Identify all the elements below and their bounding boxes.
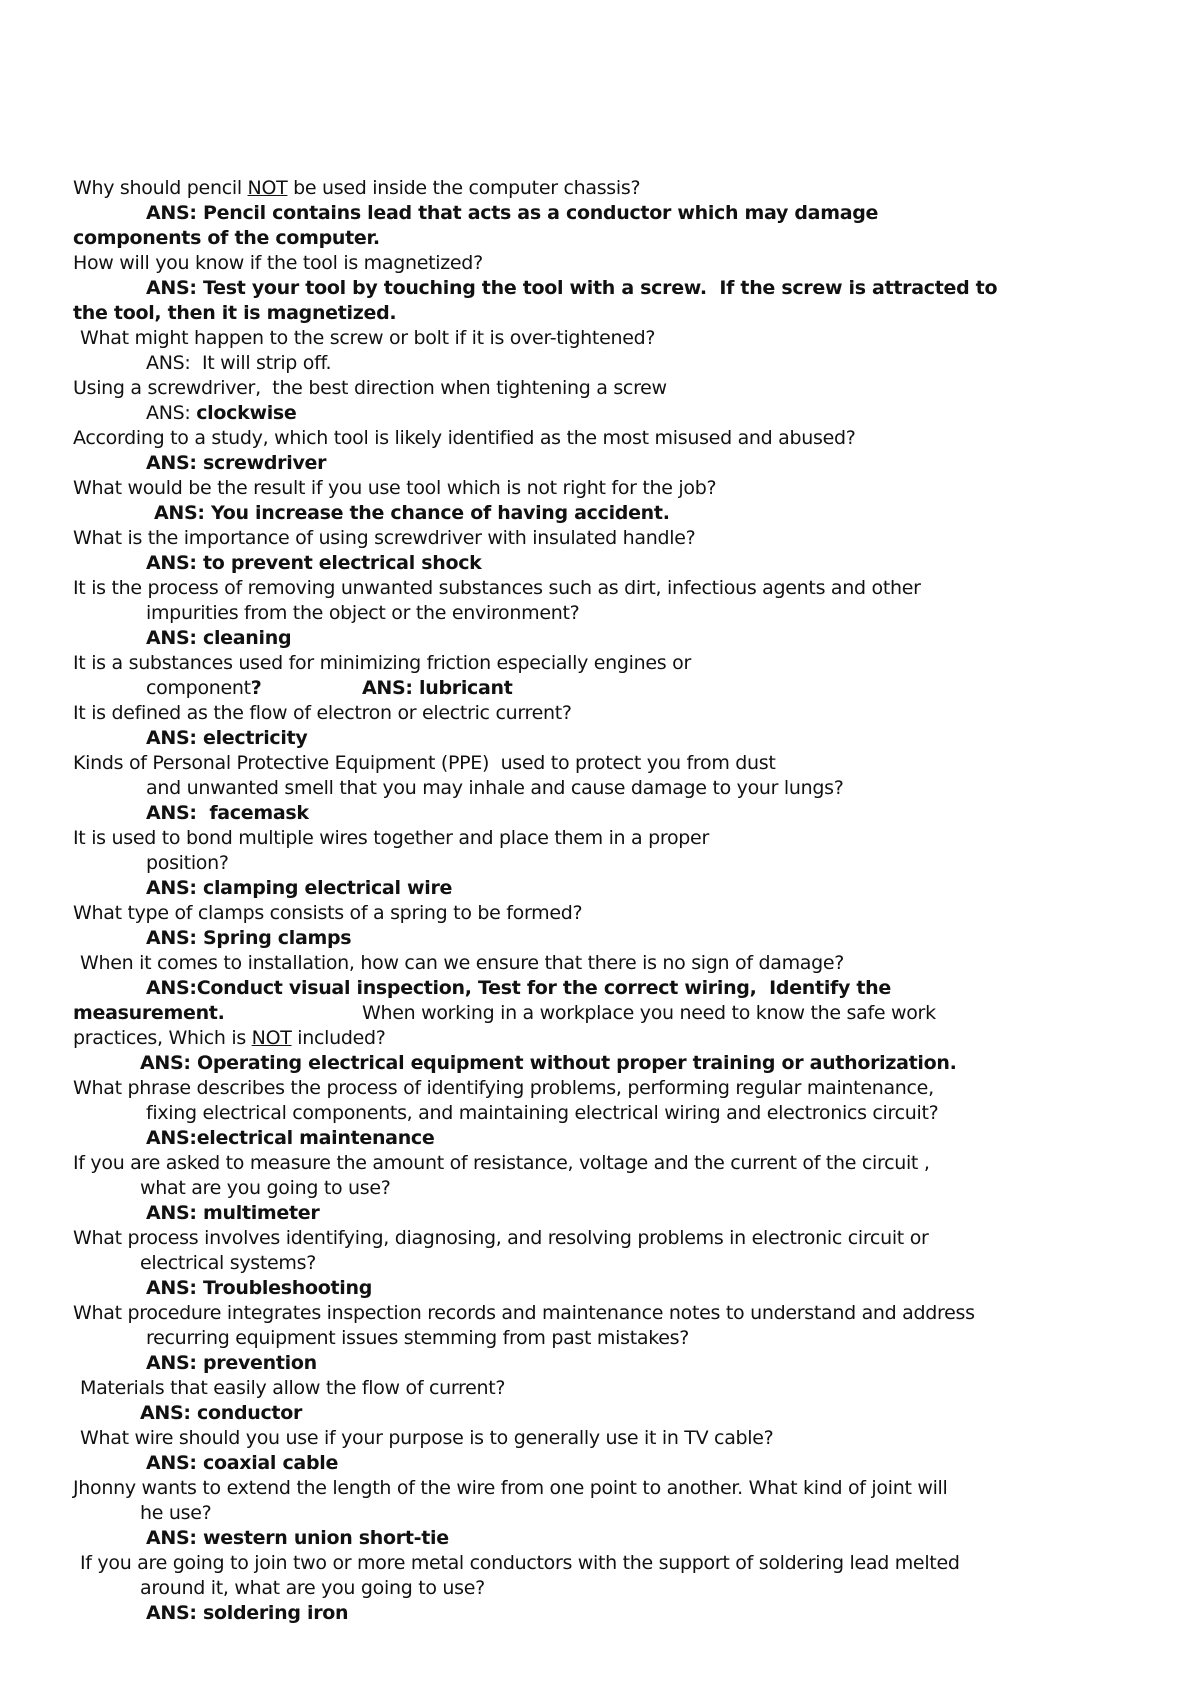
answer-line: ANS: You increase the chance of having accident. xyxy=(154,502,670,524)
answer-line: ANS: to prevent electrical shock xyxy=(146,552,482,574)
question-line: If you are asked to measure the amount of resistance, voltage and the current of the circuit , xyxy=(73,1152,930,1174)
answer-line: ANS:electrical maintenance xyxy=(146,1127,435,1149)
question-line: Jhonny wants to extend the length of the wire from one point to another. What kind of joint will xyxy=(73,1477,948,1499)
answer-line: ANS: electricity xyxy=(146,727,308,749)
question-line: It is used to bond multiple wires together and place them in a proper xyxy=(73,827,709,849)
answer-line: components of the computer. xyxy=(73,227,380,249)
answer-line: ANS: Test your tool by touching the tool with a screw. If the screw is attracted to xyxy=(146,277,998,299)
question-line: When it comes to installation, how can we ensure that there is no sign of damage? xyxy=(80,952,845,974)
answer-line: ANS: multimeter xyxy=(146,1202,320,1224)
question-line: What wire should you use if your purpose is to generally use it in TV cable? xyxy=(80,1427,774,1449)
question-line: What procedure integrates inspection records and maintenance notes to understand and address xyxy=(73,1302,975,1324)
question-line: When working in a workplace you need to know the safe work xyxy=(362,1002,936,1024)
question-line: electrical systems? xyxy=(140,1252,317,1274)
question-line: what are you going to use? xyxy=(140,1177,391,1199)
answer-line: ANS: soldering iron xyxy=(146,1602,349,1624)
question-line: If you are going to join two or more metal conductors with the support of soldering lead melted xyxy=(80,1552,960,1574)
question-line: fixing electrical components, and maintaining electrical wiring and electronics circuit? xyxy=(146,1102,939,1124)
answer-line: ANS: coaxial cable xyxy=(146,1452,339,1474)
question-line: recurring equipment issues stemming from past mistakes? xyxy=(146,1327,689,1349)
emphasis-not: NOT xyxy=(247,177,288,199)
answer-line: ANS: Pencil contains lead that acts as a conductor which may damage xyxy=(146,202,879,224)
answer-line: ANS: Spring clamps xyxy=(146,927,352,949)
question-line: position? xyxy=(146,852,229,874)
answer-line: ANS: western union short-tie xyxy=(146,1527,449,1549)
answer-line: ANS: Operating electrical equipment without proper training or authorization. xyxy=(140,1052,957,1074)
answer-line: ANS: cleaning xyxy=(146,627,292,649)
answer-line: ANS: clockwise xyxy=(146,402,297,424)
question-line: What would be the result if you use tool which is not right for the job? xyxy=(73,477,717,499)
question-line: and unwanted smell that you may inhale and cause damage to your lungs? xyxy=(146,777,844,799)
answer-line: ANS: lubricant xyxy=(362,677,513,699)
question-line: Kinds of Personal Protective Equipment (PPE) used to protect you from dust xyxy=(73,752,776,774)
question-line: It is defined as the flow of electron or electric current? xyxy=(73,702,572,724)
answer-line: ANS: It will strip off. xyxy=(146,352,332,374)
answer-line: ANS: facemask xyxy=(146,802,309,824)
answer-line: measurement. xyxy=(73,1002,225,1024)
question-line: Why should pencil NOT be used inside the computer chassis? xyxy=(73,177,641,199)
answer-line: ANS: screwdriver xyxy=(146,452,327,474)
question-line: Materials that easily allow the flow of current? xyxy=(80,1377,506,1399)
question-line: What process involves identifying, diagnosing, and resolving problems in electronic circuit or xyxy=(73,1227,929,1249)
answer-line: ANS: clamping electrical wire xyxy=(146,877,453,899)
question-line: What type of clamps consists of a spring to be formed? xyxy=(73,902,583,924)
question-line: Using a screwdriver, the best direction when tightening a screw xyxy=(73,377,667,399)
answer-line: ANS: Troubleshooting xyxy=(146,1277,372,1299)
answer-line: ANS: conductor xyxy=(140,1402,303,1424)
answer-line: the tool, then it is magnetized. xyxy=(73,302,397,324)
emphasis-not: NOT xyxy=(251,1027,292,1049)
question-line: What phrase describes the process of identifying problems, performing regular maintenance, xyxy=(73,1077,934,1099)
question-line: What might happen to the screw or bolt if it is over-tightened? xyxy=(80,327,656,349)
question-line: component? xyxy=(146,677,262,699)
question-line: he use? xyxy=(140,1502,212,1524)
question-line: impurities from the object or the environment? xyxy=(146,602,580,624)
question-line: How will you know if the tool is magnetized? xyxy=(73,252,483,274)
question-line: It is a substances used for minimizing friction especially engines or xyxy=(73,652,691,674)
answer-line: ANS: prevention xyxy=(146,1352,317,1374)
question-line: What is the importance of using screwdriver with insulated handle? xyxy=(73,527,696,549)
question-line: practices, Which is NOT included? xyxy=(73,1027,386,1049)
answer-line: ANS:Conduct visual inspection, Test for the correct wiring, Identify the xyxy=(146,977,891,999)
question-line: According to a study, which tool is likely identified as the most misused and abused? xyxy=(73,427,856,449)
question-line: It is the process of removing unwanted substances such as dirt, infectious agents and other xyxy=(73,577,921,599)
question-line: around it, what are you going to use? xyxy=(140,1577,485,1599)
